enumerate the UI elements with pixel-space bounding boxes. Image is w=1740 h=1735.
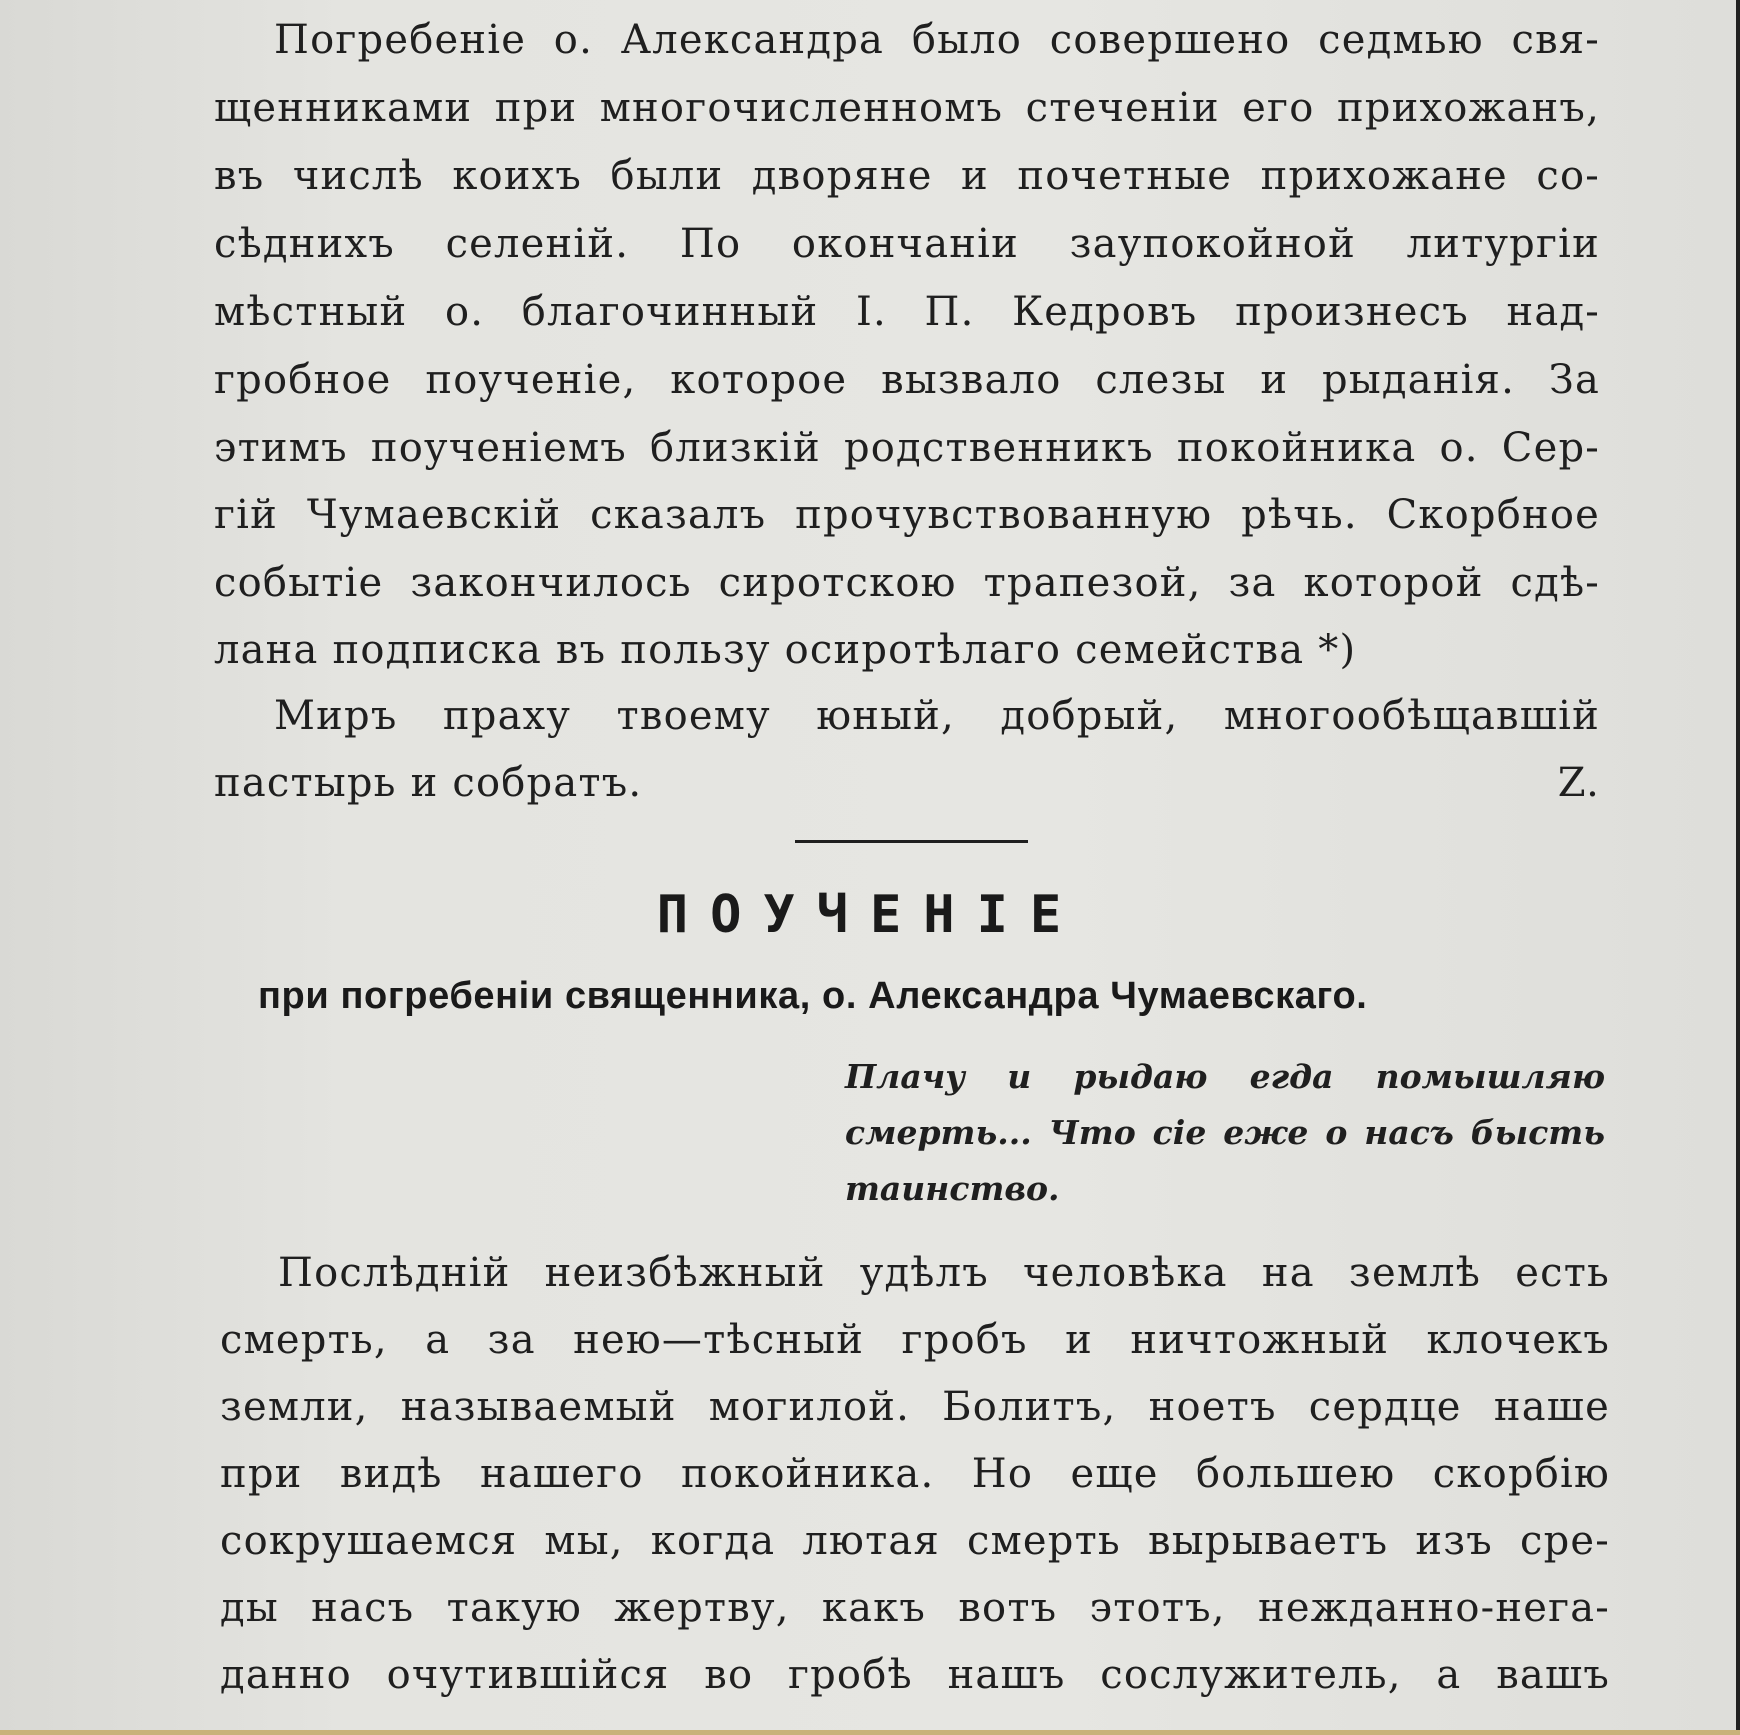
paragraph1-line-7: этимъ поученіемъ близкій родственникъ покойника о. Сер- xyxy=(214,425,1600,471)
epigraph-line-2: смерть... Что сіе еже о насъ бысть xyxy=(845,1113,1605,1152)
paragraph3-line-7: данно очутившійся во гробѣ нашъ сослужитель, а вашъ xyxy=(220,1652,1610,1698)
section-subheading: при погребеніи священника, о. Александра Чумаевскаго. xyxy=(258,975,1368,1017)
paragraph3-line-4: при видѣ нашего покойника. Но еще большею скорбію xyxy=(220,1451,1610,1497)
paragraph1-line-8: гій Чумаевскій сказалъ прочувствованную рѣчь. Скорбное xyxy=(214,492,1600,538)
page-edge-bottom xyxy=(0,1730,1740,1735)
paragraph2-line-1: Миръ праху твоему юный, добрый, многообѣщавшій xyxy=(274,693,1600,739)
paragraph2-last-line xyxy=(214,755,1600,811)
paragraph1-line-9: событіе закончилось сиротскою трапезой, за которой сдѣ- xyxy=(214,560,1600,606)
author-signature: Z. xyxy=(1557,760,1600,806)
section-heading: ПОУЧЕНІЕ xyxy=(656,885,1084,945)
paragraph3-line-2: смерть, а за нею—тѣсный гробъ и ничтожный клочекъ xyxy=(220,1317,1610,1363)
paragraph2-closing-text: пастырь и собратъ. xyxy=(214,760,643,806)
paragraph3-line-5: сокрушаемся мы, когда лютая смерть вырываетъ изъ сре- xyxy=(220,1518,1610,1564)
section-divider xyxy=(795,840,1028,843)
paragraph3-line-3: земли, называемый могилой. Болитъ, ноетъ сердце наше xyxy=(220,1384,1610,1430)
paragraph3-line-1: Послѣдній неизбѣжный удѣлъ человѣка на землѣ есть xyxy=(278,1250,1610,1296)
epigraph-line-1: Плачу и рыдаю егда помышляю xyxy=(845,1057,1605,1096)
paragraph1-line-6: гробное поученіе, которое вызвало слезы и рыданія. За xyxy=(214,357,1600,403)
paragraph1-line-4: сѣднихъ селеній. По окончаніи заупокойной литургіи xyxy=(214,221,1600,267)
page-edge-right xyxy=(1736,0,1740,1735)
paragraph1-line-1: Погребеніе о. Александра было совершено седмью свя- xyxy=(274,17,1600,63)
paragraph1-line-10: лана подписка въ пользу осиротѣлаго семейства *) xyxy=(214,627,1357,673)
paragraph1-line-5: мѣстный о. благочинный І. П. Кедровъ произнесъ над- xyxy=(214,289,1600,335)
epigraph-line-3: таинство. xyxy=(845,1169,1060,1208)
paragraph1-line-2: щенниками при многочисленномъ стеченіи его прихожанъ, xyxy=(214,85,1600,131)
paragraph3-line-6: ды насъ такую жертву, какъ вотъ этотъ, нежданно-нега- xyxy=(220,1585,1610,1631)
paragraph1-line-3: въ числѣ коихъ были дворяне и почетные прихожане со- xyxy=(214,153,1600,199)
